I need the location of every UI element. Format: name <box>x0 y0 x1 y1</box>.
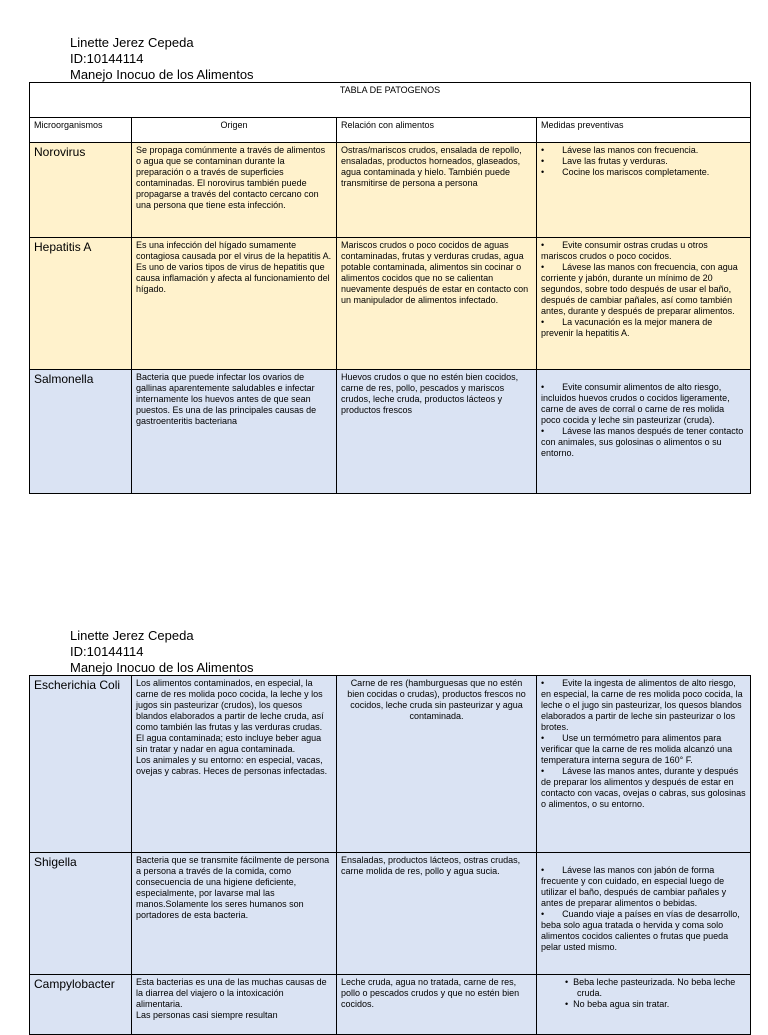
relation-cell: Mariscos crudos o poco cocidos de aguas contaminadas, frutas y verduras crudas, agua potable contaminada, alimentos sin cocinar o alimentos cocidos que no se calientan nuevamente después de estar en contacto con un manipulador de alimentos infectado. <box>337 238 537 370</box>
relation-cell: Carne de res (hamburguesas que no estén bien cocidas o crudas), productos frescos no cocidos, leche cruda sin pasteurizar y agua contaminada. <box>337 676 537 853</box>
origin-cell <box>132 975 337 1035</box>
table-row-norovirus <box>30 143 751 238</box>
origin-paragraph: Los alimentos contaminados, en especial, la carne de res molida poco cocida, la leche y los jugos sin pasteurizar (crudos), los quesos blandos elaborados a partir de leche cruda, así como también las frutas y las verduras crudas. <box>136 678 324 732</box>
header-block-2 <box>70 628 254 676</box>
pathogen-table-2 <box>29 675 751 1035</box>
measure-item: • Cocine los mariscos completamente. <box>541 167 710 177</box>
relation-cell: Ensaladas, productos lácteos, ostras crudas, carne molida de res, pollo y agua sucia. <box>337 853 537 975</box>
origin-paragraph: Esta bacterias es una de las muchas causas de la diarrea del viajero o la intoxicación alimentaria. <box>136 977 327 1009</box>
measure-item: • Use un termómetro para alimentos para verificar que la carne de res molida alcanzó una temperatura interna segura de 160° F. <box>541 733 733 765</box>
relation-cell: Leche cruda, agua no tratada, carne de res, pollo o pescados crudos y que no estén bien cocidos. <box>337 975 537 1035</box>
author-name: Linette Jerez Cepeda <box>70 628 194 643</box>
table-row-shigella <box>30 853 751 975</box>
measures-cell <box>537 853 751 975</box>
microorganism-name: Campylobacter <box>30 975 132 1035</box>
microorganism-name: Salmonella <box>30 370 132 494</box>
measure-item: • Lávese las manos con frecuencia, con agua corriente y jabón, durante un mínimo de 20 segundos, sobre todo después de usar el baño, después de cambiar pañales, así como también antes, durante y después de preparar alimentos. <box>541 262 738 316</box>
table-header-row <box>30 118 751 143</box>
measure-item: • Beba leche pasteurizada. No beba leche cruda. <box>565 977 736 998</box>
relation-cell: Ostras/mariscos crudos, ensalada de repollo, ensaladas, productos horneados, glaseados, agua contaminada y hielo. También puede transmitirse de persona a persona <box>337 143 537 238</box>
microorganism-name: Norovirus <box>30 143 132 238</box>
table-title: TABLA DE PATOGENOS <box>30 83 751 118</box>
origin-paragraph: El agua contaminada; esto incluye beber agua sin tratar y nadar en agua contaminada. <box>136 733 322 754</box>
header-block-1 <box>70 35 254 83</box>
measure-item: • Evite consumir ostras crudas u otros mariscos crudos o poco cocidos. <box>541 240 708 261</box>
measure-item: • Cuando viaje a países en vías de desarrollo, beba solo agua tratada o hervida y coma solo alimentos cocidos calientes o frutas que pueda pelar usted mismo. <box>541 909 740 952</box>
course-name: Manejo Inocuo de los Alimentos <box>70 67 254 82</box>
measures-cell <box>537 143 751 238</box>
student-id: ID:10144114 <box>70 644 144 659</box>
origin-cell: Bacteria que puede infectar los ovarios de gallinas aparentemente saludables e infectar internamente los huevos antes de que sean puestos. Es una de las principales causas de gastroenteritis bacteriana <box>132 370 337 494</box>
origin-paragraph: Los animales y su entorno: en especial, vacas, ovejas y cabras. Heces de personas infectadas. <box>136 755 328 776</box>
relation-cell: Huevos crudos o que no estén bien cocidos, carne de res, pollo, pescados y mariscos crudos, leche cruda, productos lácteos y productos frescos <box>337 370 537 494</box>
pathogen-table-1 <box>29 82 751 494</box>
measures-cell <box>537 238 751 370</box>
measures-cell <box>537 370 751 494</box>
course-name: Manejo Inocuo de los Alimentos <box>70 660 254 675</box>
student-id: ID:10144114 <box>70 51 144 66</box>
measure-item: • Evite consumir alimentos de alto riesgo, incluidos huevos crudos o cocidos ligeramente, carne de aves de corral o carne de res molida poco cocida y leche sin pasteurizar (cruda). <box>541 382 730 425</box>
measure-item: • Lave las frutas y verduras. <box>541 156 668 166</box>
measure-item: • Lávese las manos con frecuencia. <box>541 145 699 155</box>
table-row-salmonella <box>30 370 751 494</box>
col-header-measures: Medidas preventivas <box>537 118 751 143</box>
measures-cell <box>537 975 751 1035</box>
table-row-escherichia-coli <box>30 676 751 853</box>
microorganism-name: Escherichia Coli <box>30 676 132 853</box>
measure-item: • Lávese las manos antes, durante y después de preparar los alimentos y después de estar en contacto con vacas, ovejas o cabras, sus golosinas o alimentos, o su entorno. <box>541 766 746 809</box>
origin-paragraph: Las personas casi siempre resultan <box>136 1010 278 1020</box>
measure-item: • Evite la ingesta de alimentos de alto riesgo, en especial, la carne de res molida poco cocida, la leche o el jugo sin pasteurizar, los quesos blandos elaborados a partir de leche sin pasteurizar o los brotes. <box>541 678 743 732</box>
col-header-microorganisms: Microorganismos <box>30 118 132 143</box>
origin-cell: Es una infección del hígado sumamente contagiosa causada por el virus de la hepatitis A. Es uno de varios tipos de virus de hepatitis que causa inflamación y afecta al funcionamiento del hígado. <box>132 238 337 370</box>
table-row-hepatitis-a <box>30 238 751 370</box>
microorganism-name: Hepatitis A <box>30 238 132 370</box>
measure-item: • La vacunación es la mejor manera de prevenir la hepatitis A. <box>541 317 713 338</box>
origin-cell <box>132 676 337 853</box>
measures-cell <box>537 676 751 853</box>
origin-cell: Bacteria que se transmite fácilmente de persona a persona a través de la comida, como consecuencia de una higiene deficiente, especialmente, por lavarse mal las manos.Solamente los seres humanos son portadores de esta bacteria. <box>132 853 337 975</box>
author-name: Linette Jerez Cepeda <box>70 35 194 50</box>
microorganism-name: Shigella <box>30 853 132 975</box>
table-title-row <box>30 83 751 118</box>
col-header-relation: Relación con alimentos <box>337 118 537 143</box>
table-row-campylobacter <box>30 975 751 1035</box>
col-header-origin: Origen <box>132 118 337 143</box>
measure-item: • No beba agua sin tratar. <box>565 999 670 1009</box>
origin-cell: Se propaga comúnmente a través de alimentos o agua que se contaminan durante la preparación o a través de superficies contaminadas. El norovirus también puede propagarse a través del contacto cercano con una persona que tiene esta infección. <box>132 143 337 238</box>
measure-item: • Lávese las manos con jabón de forma frecuente y con cuidado, en especial luego de utilizar el baño, después de cambiar pañales y antes de preparar alimentos o bebidas. <box>541 865 727 908</box>
measure-item: • Lávese las manos después de tener contacto con animales, sus golosinas o alimentos o su entorno. <box>541 426 744 458</box>
